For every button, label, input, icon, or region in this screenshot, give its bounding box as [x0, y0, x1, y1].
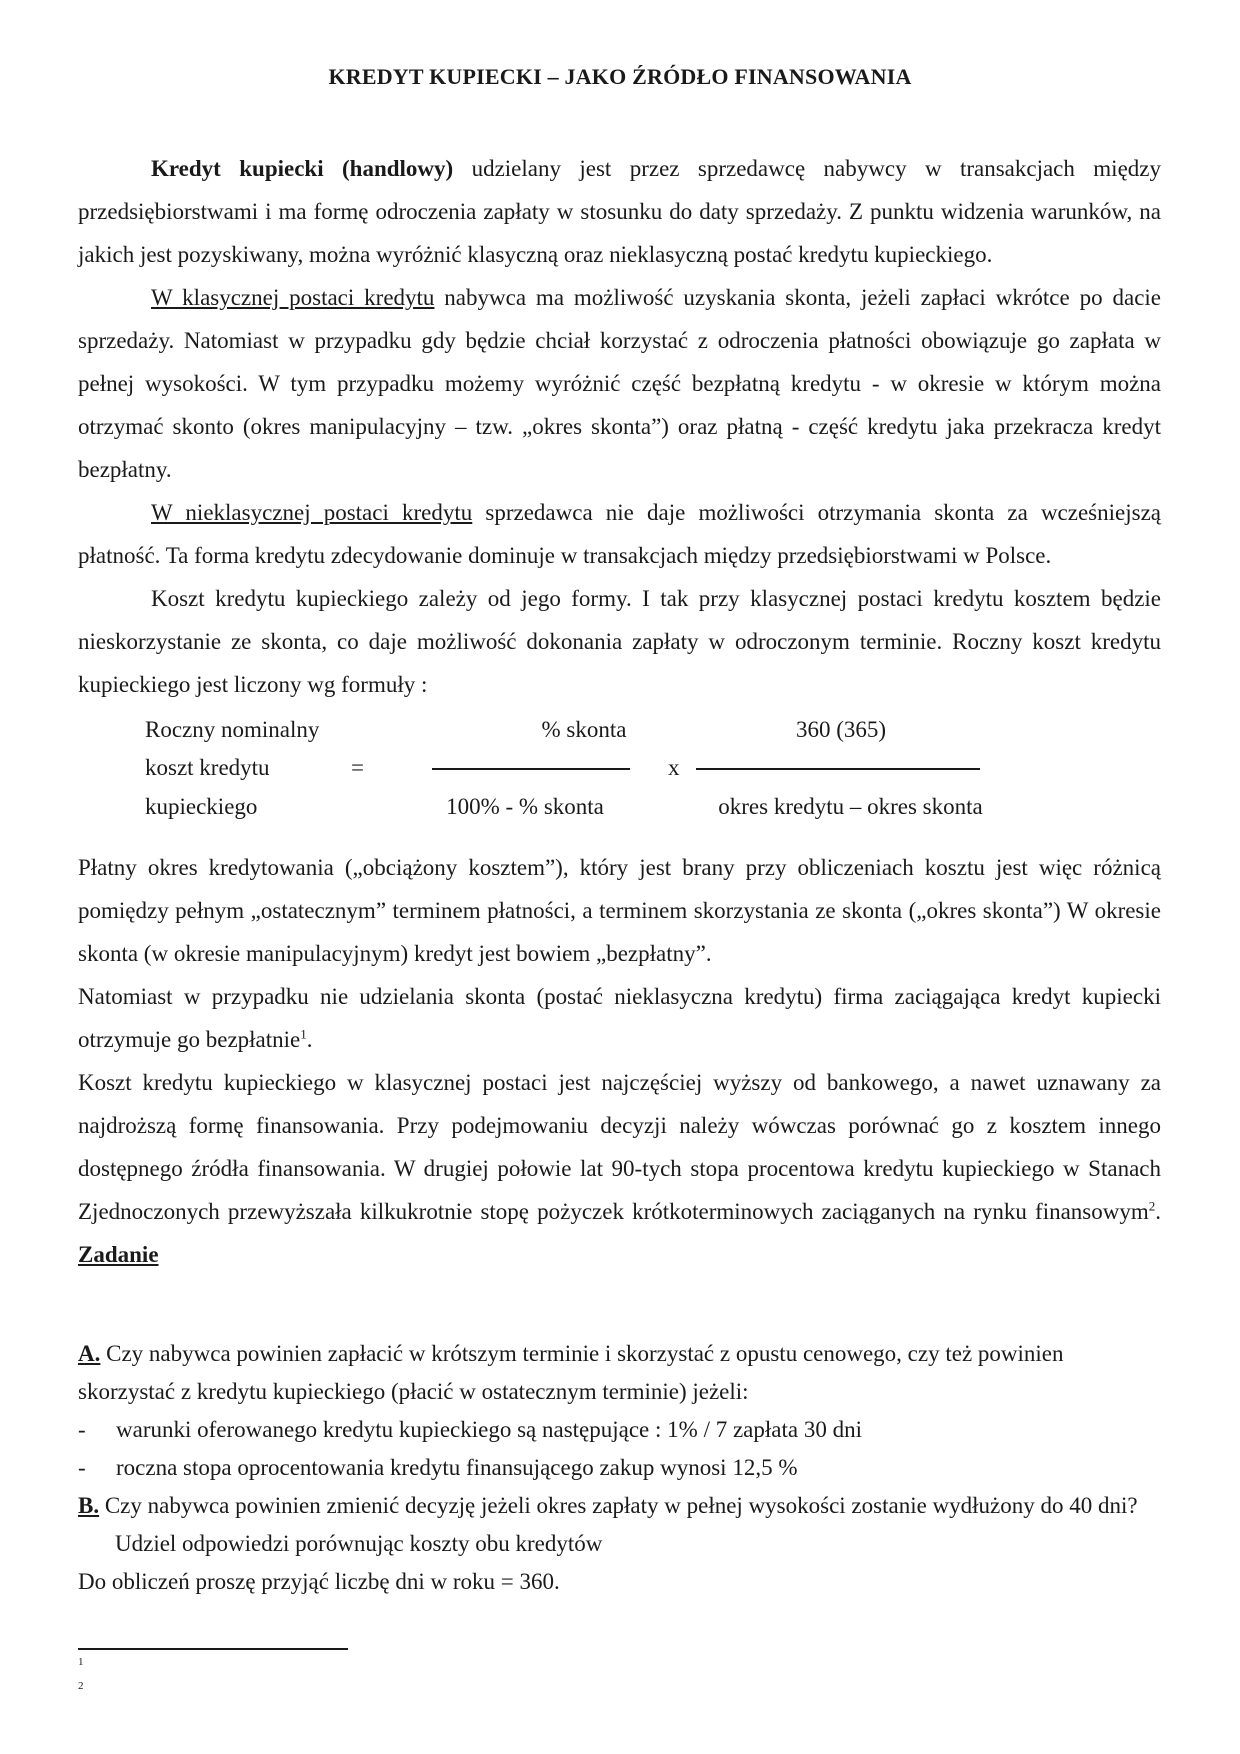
task-section [78, 1335, 1161, 1601]
paragraph-cost: Koszt kredytu kupieckiego zależy od jego formy. I tak przy klasycznej postaci kredytu kosztem będzie nieskorzystanie ze skonta, co daje możliwość dokonania zapłaty w odroczonym terminie. Roczny koszt kredytu kupieckiego jest liczony wg formuły : [78, 586, 1161, 697]
classic-form-heading: W klasycznej postaci kredytu [151, 285, 435, 310]
footnote-ref-1: 1 [300, 1026, 307, 1042]
bullet-item: - warunki oferowanego kredytu kupieckiego są następujące : 1% / 7 zapłata 30 dni [78, 1417, 862, 1442]
fraction-line-2 [696, 768, 980, 770]
footnote-1: 1 [78, 1656, 84, 1668]
task-b-label: B. [78, 1493, 100, 1518]
formula-numerator-1: % skonta [541, 717, 627, 742]
task-a-label: A. [78, 1341, 101, 1366]
formula-times: x [668, 755, 680, 780]
formula-numerator-2: 360 (365) [795, 717, 887, 742]
paragraph-classic-form: W klasycznej postaci kredytu nabywca ma możliwość uzyskania skonta, jeżeli zapłaci wkrótce po dacie sprzedaży. Natomiast w przypadku gdy będzie chciał korzystać z odroczenia płatności obowiązuje go zapłata w pełnej wysokości. W tym przypadku możemy wyróżnić część bezpłatną kredytu - w okresie w którym można otrzymać skonto (okres manipulacyjny – tzw. „okres skonta”) oraz płatną - część kredytu jaka przekracza kredyt bezpłatny. [78, 285, 1162, 482]
task-b: B. Czy nabywca powinien zmienić decyzję jeżeli okres zapłaty w pełnej wysokości zostanie wydłużony do 40 dni? [78, 1493, 1138, 1518]
paragraph-nonclassic-form: W nieklasycznej postaci kredytu sprzedawca nie daje możliwości otrzymania skonta za wcześniejszą płatność. Ta forma kredytu zdecydowanie dominuje w transakcjach między przedsiębiorstwami w Polsce. [78, 500, 1161, 568]
paragraph-definition: Kredyt kupiecki (handlowy) udzielany jest przez sprzedawcę nabywcy w transakcjach między przedsiębiorstwami i ma formę odroczenia zapłaty w stosunku do daty sprzedaży. Z punktu widzenia warunków, na jakich jest pozyskiwany, można wyróżnić klasyczną oraz nieklasyczną postać kredytu kupieckiego. [78, 156, 1161, 267]
formula-equals: = [351, 755, 364, 780]
paragraph-no-discount: Natomiast w przypadku nie udzielania skonta (postać nieklasyczna kredytu) firma zaciągająca kredyt kupiecki otrzymuje go bezpłatnie$^1$. [78, 984, 1161, 1052]
formula-label-line3: kupieckiego [145, 794, 258, 819]
nonclassic-form-heading: W nieklasycznej postaci kredytu [151, 500, 473, 525]
paragraph-cost-comparison: Koszt kredytu kupieckiego w klasycznej postaci jest najczęściej wyższy od bankowego, a nawet uznawany za najdroższą formę finansowania. Przy podejmowaniu decyzji należy wówczas porównać go z kosztem innego dostępnego źródła finansowania. W drugiej połowie lat 90-tych stopa procentowa kredytu kupieckiego w Stanach Zjednoczonych przewyższała kilkukrotnie stopę pożyczek krótkoterminowych zaciąganych na rynku finansowym$^2$. Zadanie [78, 1070, 1161, 1267]
task-a: A. Czy nabywca powinien zapłacić w krótszym terminie i skorzystać z opustu cenowego, czy też powinien skorzystać z kredytu kupieckiego (płacić w ostatecznym terminie) jeżeli: [78, 1341, 1064, 1404]
document-title: KREDYT KUPIECKI – JAKO ŹRÓDŁO FINANSOWANIA [328, 64, 912, 89]
fraction-line-1 [432, 768, 630, 770]
footnote-separator [78, 1648, 348, 1650]
bullet-item: - roczna stopa oprocentowania kredytu finansującego zakup wynosi 12,5 % [78, 1455, 798, 1480]
main-body [78, 147, 1161, 1276]
instruction-days: Do obliczeń proszę przyjąć liczbę dni w roku = 360. [78, 1569, 560, 1594]
task-heading: Zadanie [78, 1242, 159, 1267]
formula-label-line1: Roczny nominalny [145, 717, 320, 742]
paragraph-paid-period: Płatny okres kredytowania („obciążony kosztem”), który jest brany przy obliczeniach kosztu jest więc różnicą pomiędzy pełnym „ostatecznym” terminem płatności, a terminem skorzystania ze skonta („okres skonta”) W okresie skonta (w okresie manipulacyjnym) kredyt jest bowiem „bezpłatny”. [78, 855, 1161, 966]
cost-formula [78, 708, 1161, 840]
footnote-ref-2: 2 [1148, 1198, 1156, 1214]
term-kredyt-kupiecki: Kredyt kupiecki (handlowy) [151, 156, 454, 181]
formula-denominator-2: okres kredytu – okres skonta [718, 794, 983, 819]
footnote-2: 2 [78, 1680, 84, 1692]
instruction-compare: Udziel odpowiedzi porównując koszty obu kredytów [115, 1531, 603, 1556]
formula-label-line2: koszt kredytu [145, 755, 270, 780]
formula-denominator-1: 100% - % skonta [446, 794, 604, 819]
